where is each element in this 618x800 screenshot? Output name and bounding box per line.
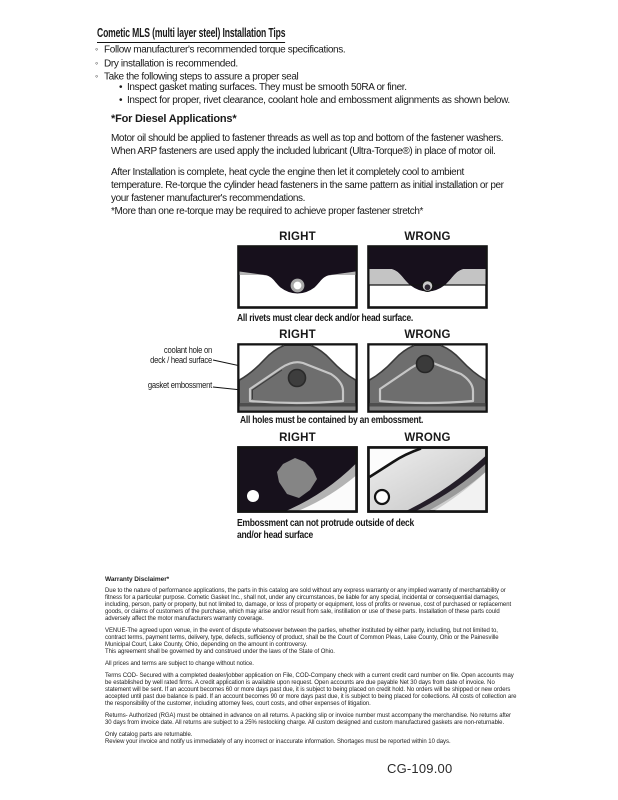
- holes-caption: All holes must be contained by an embossment.: [240, 415, 424, 426]
- protrusion-right-diagram: [237, 446, 358, 513]
- wrong-header: WRONG: [404, 432, 451, 444]
- rivet-caption: All rivets must clear deck and/or head surface.: [237, 313, 414, 324]
- retorque-note: *More than one re-torque may be required to achieve proper fastener stretch*: [111, 206, 424, 217]
- right-header: RIGHT: [279, 329, 316, 341]
- right-header: RIGHT: [279, 231, 316, 243]
- tip-text: Inspect gasket mating surfaces. They must be smooth 50RA or finer.: [127, 82, 407, 93]
- wrong-header: WRONG: [404, 329, 451, 341]
- hollow-bullet-icon: ◦: [95, 57, 98, 68]
- embossment-wrong-diagram: [367, 343, 488, 413]
- protrusion-caption: Embossment can not protrude outside of deck and/or head surface: [237, 518, 415, 541]
- filled-bullet-icon: •: [119, 82, 123, 93]
- coolant-hole-label: coolant hole on deck / head surface: [150, 345, 212, 365]
- hollow-bullet-icon: ◦: [95, 71, 98, 81]
- diesel-paragraph-2: After Installation is complete, heat cycle the engine then let it completely cool to ambient temperature. Re-torque the cylinder head fasteners in the same pattern as initial installation or per your fastener manufacturer's recommendations.: [111, 167, 504, 204]
- tip-text: Dry installation is recommended.: [104, 58, 238, 69]
- wrong-header: WRONG: [404, 231, 451, 243]
- prices-line: All prices and terms are subject to change without notice.: [105, 661, 254, 667]
- list-item: [119, 95, 510, 108]
- disclaimer-paragraph: Due to the nature of performance applications, the parts in this catalog are sold without any express warranty or any implied warranty of merchantability or fitness for a particular purpose. Cometic Gasket Inc., shall not, under any circumstances, be liable for any special, incidental or consequential damages, including, person, party or property, but not limited to, damage, or loss of property or equipment, loss of profits or revenue, cost of purchased or replacement goods, or claims of customers of the purchase, which may arise and/or result from sale, instillation or use of these parts. Installation of these parts could adversely affect the motor manufacturers warranty coverage.: [105, 588, 512, 622]
- protrusion-wrong-diagram: [367, 446, 488, 513]
- hollow-bullet-icon: ◦: [95, 44, 98, 54]
- warranty-disclaimer: [105, 576, 519, 751]
- diesel-paragraph-1: Motor oil should be applied to fastener threads as well as top and bottom of the fastener washers. When ARP fasteners are used apply the included lubricant (Ultra-Torque®) in place of motor oil.: [111, 133, 504, 157]
- list-item: [95, 43, 345, 57]
- embossment-right-diagram: [237, 343, 358, 413]
- tip-text: Take the following steps to assure a proper seal: [104, 71, 299, 83]
- terms-paragraph: Terms COD- Secured with a completed dealer/jobber application on File, COD-Company check with a current credit card number on file. Open accounts may be established by well rated firms. A credit application is available upon request. Open accounts are due payable Net 30 days from date of invoice. No statement will be sent. If an account becomes 60 or more days past due, it is subject to being placed on credit hold. No orders will be shipped or new orders accepted until past due balance is paid. If an account becomes 90 or more days past due, it is subject to being placed for collections. All costs of collection are the responsibility of the customer, including attorney fees, court costs, and other expenses of litigation.: [105, 673, 517, 707]
- tips-list: [95, 43, 345, 84]
- review-line: Review your invoice and notify us immediately of any incorrect or inaccurate information. Shortages must be reported within 10 days.: [105, 739, 451, 745]
- catalog-code: CG-109.00: [387, 761, 453, 776]
- venue-paragraph: VENUE-The agreed upon venue, in the event of dispute whatsoever between the parties, whether instituted by either party, including, but not limited to, contract terms, payment terms, delivery, type, defects, sufficiency of product, shall be the Court of Common Pleas, Lake County, Ohio or the Painesville Municipal Court, Lake County, Ohio, depending on the amount in controversy.: [105, 628, 499, 648]
- list-item: [119, 82, 510, 95]
- gasket-embossment-label: gasket embossment: [147, 380, 212, 390]
- tip-text: Follow manufacturer's recommended torque specifications.: [104, 44, 346, 56]
- rivet-right-diagram: [237, 245, 358, 309]
- rivet-wrong-diagram: [367, 245, 488, 309]
- page-title: Cometic MLS (multi layer steel) Installation Tips: [97, 25, 285, 43]
- returns-paragraph: Returns- Authorized (RGA) must be obtained in advance on all returns. A packing slip or invoice number must accompany the merchandise. No returns after 30 days from invoice date. All returns are subject to a 25% restocking charge. All custom designed and custom manufactured gaskets are non-returnable.: [105, 713, 511, 726]
- tips-sublist: [119, 82, 510, 107]
- governed-line: This agreement shall be governed by and construed under the laws of the State of Ohio.: [105, 649, 335, 655]
- disclaimer-heading: Warranty Disclaimer*: [105, 576, 170, 583]
- right-header: RIGHT: [279, 432, 316, 444]
- list-item: [95, 57, 345, 71]
- catalog-line: Only catalog parts are returnable.: [105, 732, 193, 738]
- diesel-heading: *For Diesel Applications*: [111, 113, 237, 125]
- tip-text: Inspect for proper, rivet clearance, coolant hole and embossment alignments as shown below.: [127, 94, 510, 106]
- filled-bullet-icon: •: [119, 94, 123, 106]
